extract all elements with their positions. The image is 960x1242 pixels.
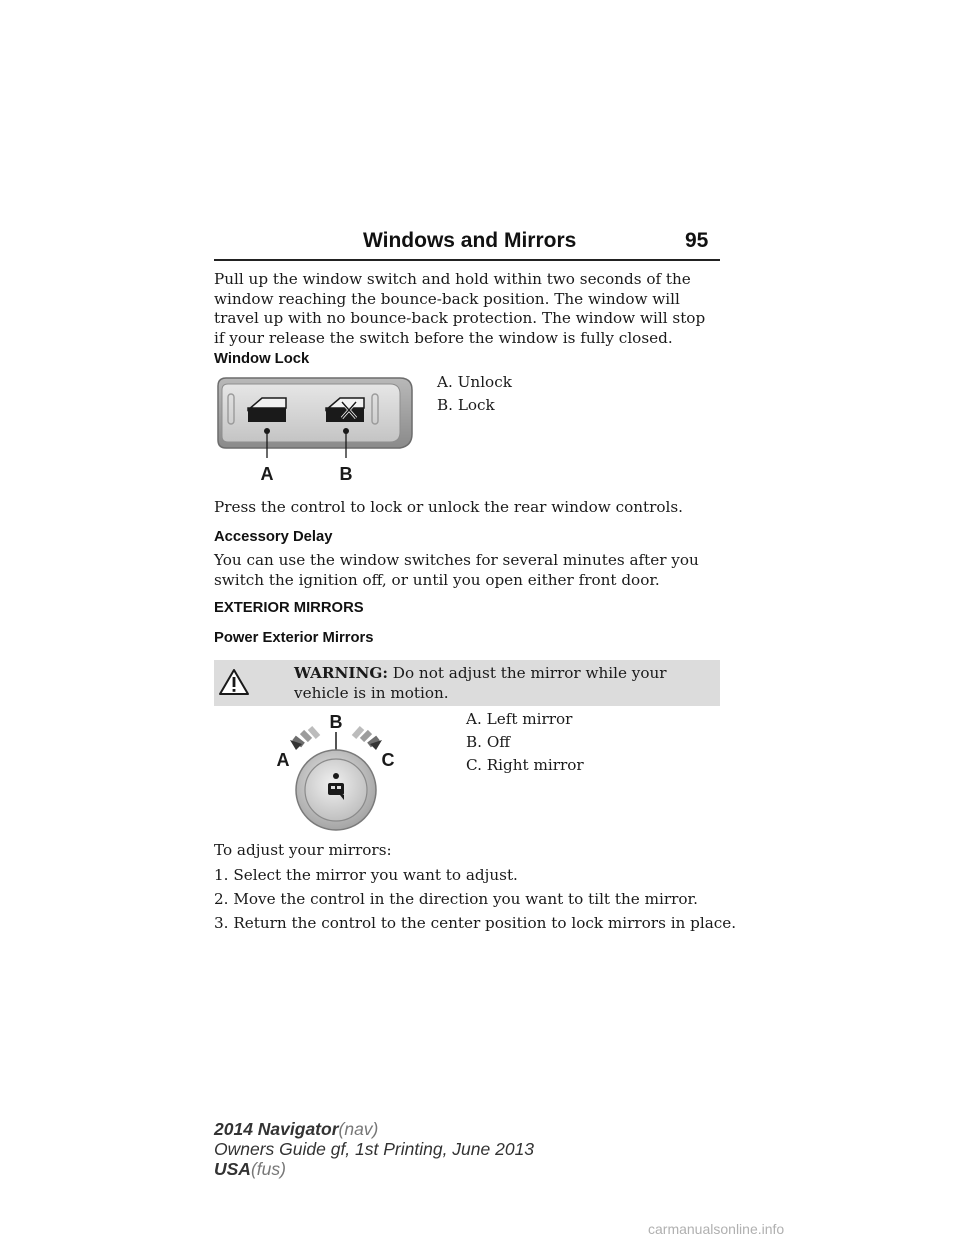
figure-label-b-mirror: B: [329, 712, 343, 732]
intro-paragraph: Pull up the window switch and hold within two seconds of the window reaching the bounce-back position. The window will travel up with no bounce-back protection. The window will stop if your release the switch before the window is fully closed.: [214, 270, 706, 347]
page-title: Windows and Mirrors: [363, 229, 577, 252]
switch-panel: [218, 378, 412, 448]
header-divider: [214, 259, 720, 261]
accessory-delay-heading: Accessory Delay: [214, 529, 333, 545]
page-number: 95: [685, 229, 709, 252]
accessory-delay-description: You can use the window switches for several minutes after you switch the ignition off, or until you open either front door.: [214, 551, 699, 589]
label-left-mirror: A. Left mirror: [466, 710, 573, 728]
mirror-selector-figure: [266, 710, 406, 832]
figure-label-b: B: [339, 464, 353, 484]
warning-message: [294, 664, 704, 703]
window-lock-description: Press the control to lock or unlock the rear window controls.: [214, 498, 683, 516]
step-1: 1. Select the mirror you want to adjust.: [214, 866, 518, 884]
label-lock: B. Lock: [437, 396, 495, 414]
footer-model-code: (nav): [338, 1119, 379, 1139]
figure-label-a-mirror: A: [276, 750, 290, 770]
footer-model: [214, 1119, 378, 1140]
right-arc-arrow-icon: [354, 728, 382, 750]
step-2: 2. Move the control in the direction you want to tilt the mirror.: [214, 890, 698, 908]
exterior-mirrors-heading: EXTERIOR MIRRORS: [214, 600, 364, 616]
label-right-mirror: C. Right mirror: [466, 756, 584, 774]
footer-region-code: (fus): [250, 1159, 286, 1179]
label-unlock: A. Unlock: [437, 373, 512, 391]
watermark-text: carmanualsonline.info: [648, 1221, 785, 1237]
window-lock-figure: [214, 372, 416, 490]
window-lock-heading: Window Lock: [214, 351, 310, 367]
warning-body: Do not adjust the mirror while your vehicle is in motion.: [294, 664, 667, 702]
figure-label-a: A: [260, 464, 274, 484]
warning-triangle-icon: [218, 668, 250, 696]
warning-label: WARNING:: [294, 664, 388, 682]
footer-model-name: 2014 Navigator: [214, 1119, 339, 1139]
power-exterior-mirrors-heading: Power Exterior Mirrors: [214, 630, 374, 646]
footer-region: [214, 1159, 286, 1180]
figure-label-c-mirror: C: [381, 750, 395, 770]
adjust-intro: To adjust your mirrors:: [214, 841, 392, 859]
left-arc-arrow-icon: [290, 728, 318, 750]
footer-guide: Owners Guide gf, 1st Printing, June 2013: [214, 1139, 535, 1159]
step-3: 3. Return the control to the center position to lock mirrors in place.: [214, 914, 737, 932]
label-off: B. Off: [466, 733, 511, 751]
footer-region-name: USA: [214, 1159, 251, 1179]
